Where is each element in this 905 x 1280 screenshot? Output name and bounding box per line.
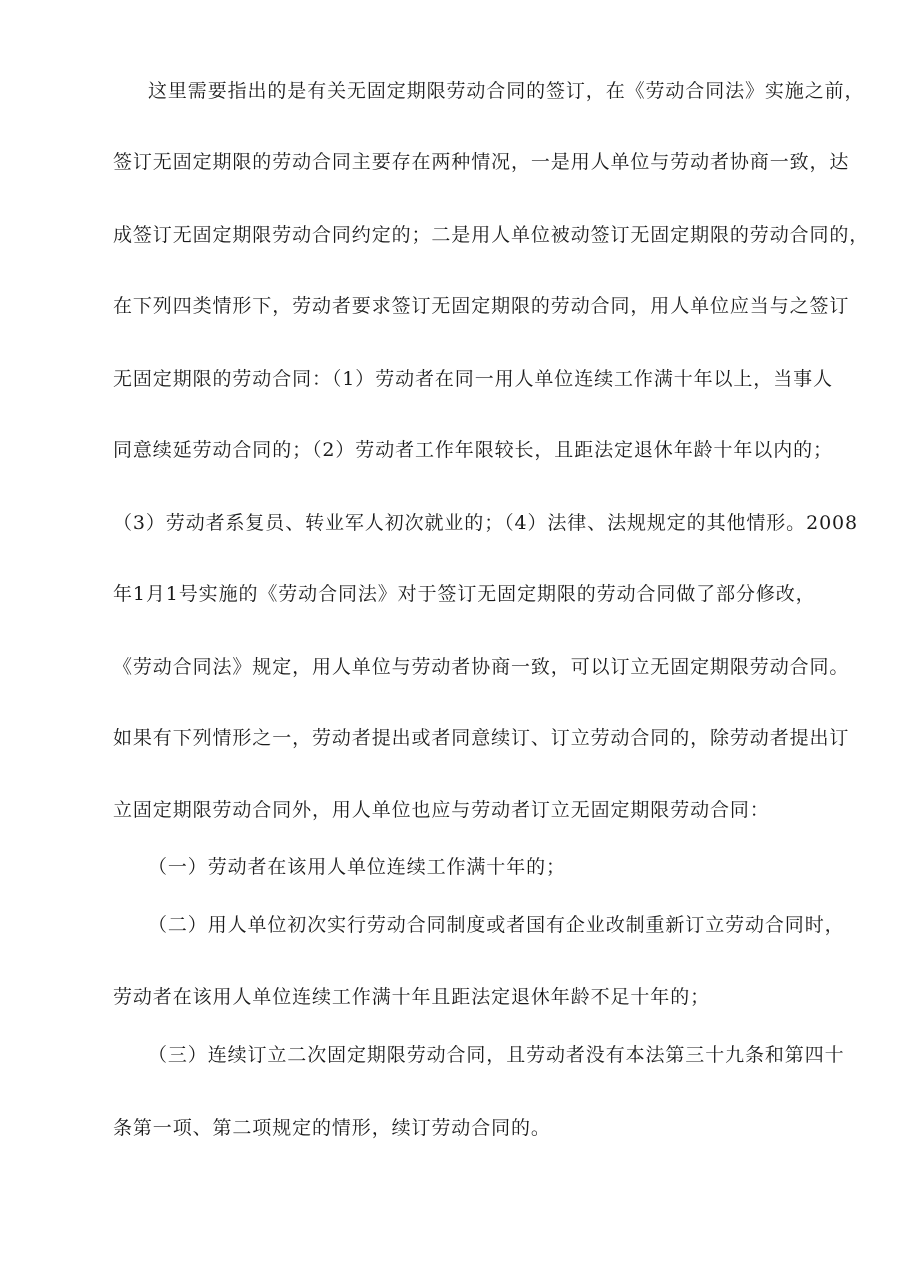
text-line-14: 劳动者在该用人单位连续工作满十年且距法定退休年龄不足十年的； <box>113 986 711 1008</box>
text-line-15: （三）连续订立二次固定期限劳动合同，且劳动者没有本法第三十九条和第四十 <box>148 1044 845 1066</box>
text-line-16: 条第一项、第二项规定的情形，续订劳动合同的。 <box>113 1117 551 1139</box>
text-line-8: 年1月1号实施的《劳动合同法》对于签订无固定期限的劳动合同做了部分修改， <box>113 583 816 605</box>
text-line-3: 成签订无固定期限劳动合同约定的；二是用人单位被动签订无固定期限的劳动合同的， <box>113 224 870 246</box>
text-line-10: 如果有下列情形之一，劳动者提出或者同意续订、订立劳动合同的，除劳动者提出订 <box>113 727 850 749</box>
text-line-9: 《劳动合同法》规定，用人单位与劳动者协商一致，可以订立无固定期限劳动合同。 <box>113 656 850 678</box>
text-line-7: （3）劳动者系复员、转业军人初次就业的；（4）法律、法规规定的其他情形。2008 <box>113 512 859 534</box>
text-line-11: 立固定期限劳动合同外，用人单位也应与劳动者订立无固定期限劳动合同： <box>113 799 770 821</box>
text-line-12: （一）劳动者在该用人单位连续工作满十年的； <box>148 856 566 878</box>
text-line-4: 在下列四类情形下，劳动者要求签订无固定期限的劳动合同，用人单位应当与之签订 <box>113 295 850 317</box>
text-line-1: 这里需要指出的是有关无固定期限劳动合同的签订，在《劳动合同法》实施之前， <box>148 80 865 102</box>
text-line-13: （二）用人单位初次实行劳动合同制度或者国有企业改制重新订立劳动合同时， <box>148 914 845 936</box>
text-line-5: 无固定期限的劳动合同：（1）劳动者在同一用人单位连续工作满十年以上，当事人 <box>113 368 833 390</box>
text-line-2: 签订无固定期限的劳动合同主要存在两种情况，一是用人单位与劳动者协商一致，达 <box>113 151 850 173</box>
text-line-6: 同意续延劳动合同的；（2）劳动者工作年限较长，且距法定退休年龄十年以内的； <box>113 439 833 461</box>
